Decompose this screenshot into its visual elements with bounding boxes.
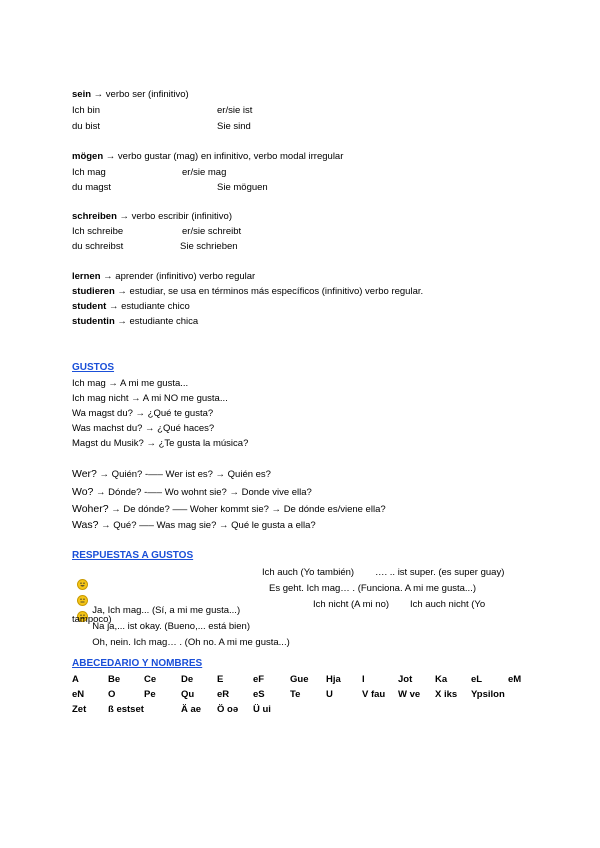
gustos-line: Ich mag nicht → A mi NO me gusta... (72, 393, 228, 404)
letter-cell: E (217, 674, 224, 685)
letter-cell: Ö oə (217, 704, 239, 715)
respuesta-super: …. .. ist super. (es super guay) (375, 567, 505, 578)
letter-cell: eS (253, 689, 265, 700)
verb-moegen-title: mögen → verbo gustar (mag) en infinitivo, verbo modal irregular (72, 151, 344, 162)
respuesta-positive: Ja, Ich mag... (Sí, a mi me gusta...) (72, 566, 240, 617)
letter-cell: eF (253, 674, 265, 685)
conj-sie-moeguen: Sie möguen (217, 182, 268, 193)
respuesta-ich-auch: Ich auch (Yo también) (262, 567, 355, 578)
conj-er-schreibt: er/sie schreibt (182, 226, 242, 237)
letter-cell: Hja (326, 674, 341, 685)
question-wer: Wer? → Quién? -—– Wer ist es? → Quién es? (72, 468, 271, 480)
conj-sie-sind: Sie sind (217, 121, 251, 132)
question-woher: Woher? → De dónde? —– Woher kommt sie? → De dónde es/viene ella? (72, 503, 386, 515)
gustos-heading[interactable]: GUSTOS (72, 362, 115, 373)
letter-cell: Ypsilon (471, 689, 505, 700)
letter-cell: Jot (398, 674, 413, 685)
letter-cell: Ä ae (181, 704, 202, 715)
conj-du-bist: du bist (72, 121, 100, 132)
respuesta-es-geht: Es geht. Ich mag… . (Funciona. A mi me gusta...) (269, 583, 476, 594)
letter-cell: Be (108, 674, 121, 685)
letter-cell: Pe (144, 689, 156, 700)
respuestas-heading[interactable]: RESPUESTAS A GUSTOS (72, 550, 194, 561)
letter-cell: Gue (290, 674, 309, 685)
letter-cell: De (181, 674, 194, 685)
gustos-line: Was machst du? → ¿Qué haces? (72, 423, 215, 434)
question-was: Was? → Qué? —– Was mag sie? → Qué le gusta a ella? (72, 519, 316, 531)
respuesta-ich-auch-nicht: Ich auch nicht (Yo (410, 599, 486, 610)
noun-student: student → estudiante chico (72, 301, 190, 312)
verb-lernen: lernen → aprender (infinitivo) verbo regular (72, 271, 256, 282)
conj-ich-bin: Ich bin (72, 105, 100, 116)
letter-cell: W ve (398, 689, 421, 700)
letter-cell: eL (471, 674, 483, 685)
conj-ich-schreibe: Ich schreibe (72, 226, 124, 237)
verb-studieren: studieren → estudiar, se usa en términos más específicos (infinitivo) verbo regular. (72, 286, 424, 297)
conj-du-schreibst: du schreibst (72, 241, 124, 252)
letter-cell: Ce (144, 674, 157, 685)
letter-cell: Ka (435, 674, 448, 685)
gustos-line: Wa magst du? → ¿Qué te gusta? (72, 408, 214, 419)
letter-cell: X iks (435, 689, 458, 700)
respuesta-negative: Oh, nein. Ich mag… . (Oh no. A mi me gusta...) (72, 598, 290, 649)
letter-cell: V fau (362, 689, 386, 700)
letter-cell: U (326, 689, 333, 700)
conj-du-magst: du magst (72, 182, 112, 193)
letter-cell: Zet (72, 704, 87, 715)
conj-sie-schrieben: Sie schrieben (180, 241, 238, 252)
verb-schreiben-title: schreiben → verbo escribir (infinitivo) (72, 211, 232, 222)
letter-cell: eM (508, 674, 522, 685)
gustos-line: Ich mag → A mi me gusta... (72, 378, 189, 389)
letter-cell: Ü ui (253, 704, 271, 715)
respuesta-neutral: Na ja,... ist okay. (Bueno,... está bien) (72, 582, 250, 633)
letter-cell: A (72, 674, 79, 685)
respuesta-ich-nicht: Ich nicht (A mi no) (313, 599, 390, 610)
letter-cell: Qu (181, 689, 195, 700)
letter-cell: I (362, 674, 365, 685)
gustos-line: Magst du Musik? → ¿Te gusta la música? (72, 438, 249, 449)
letter-cell: Te (290, 689, 301, 700)
conj-ich-mag: Ich mag (72, 167, 106, 178)
letter-cell: eR (217, 689, 230, 700)
letter-cell: eN (72, 689, 85, 700)
letter-cell: ß estset (108, 704, 144, 715)
conj-er-ist: er/sie ist (217, 105, 253, 116)
verb-sein-title: sein → verbo ser (infinitivo) (72, 89, 189, 100)
noun-studentin: studentin → estudiante chica (72, 316, 199, 327)
conj-er-mag: er/sie mag (182, 167, 227, 178)
question-wo: Wo? → Dónde? -—– Wo wohnt sie? → Donde vive ella? (72, 486, 312, 498)
letter-cell: O (108, 689, 116, 700)
abecedario-heading[interactable]: ABECEDARIO Y NOMBRES (72, 658, 203, 669)
respuesta-tampoco: tampoco) (72, 614, 112, 625)
